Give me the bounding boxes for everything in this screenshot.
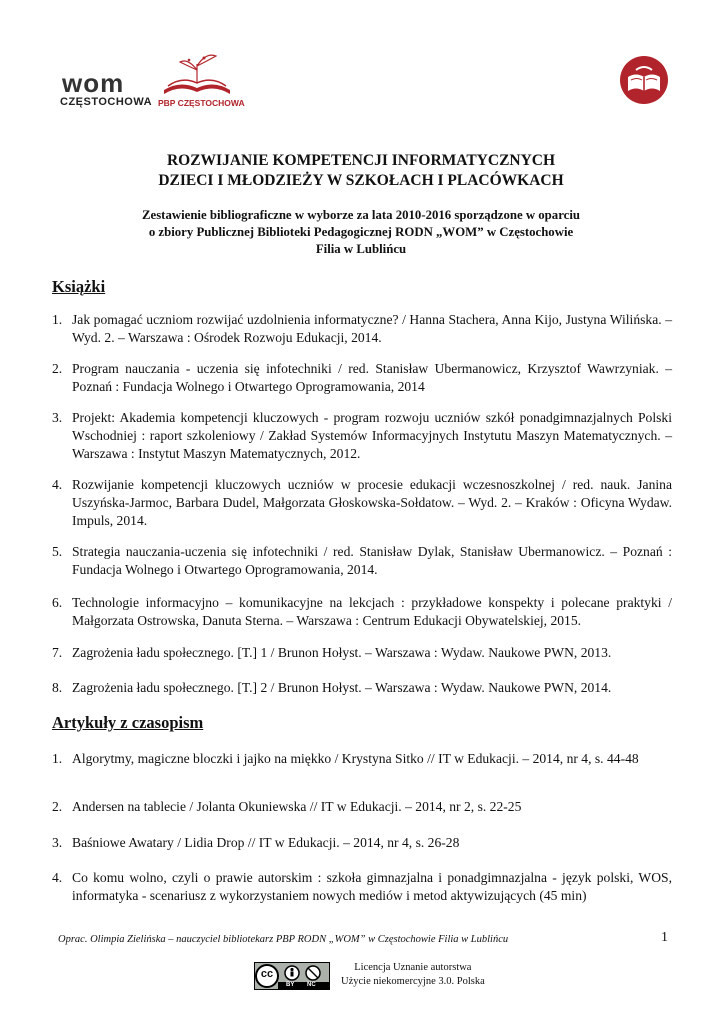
item-number: 8. xyxy=(52,680,63,695)
list-item xyxy=(52,834,672,852)
item-text: Projekt: Akademia kompetencji kluczowych - program rozwoju uczniów szkół ponadgimnazjalnych Polski Wschodniej : raport szkoleniowy / Zakład Systemów Informacyjnych Instytutu Maszyn Matematycznych. – Warszawa : Instytut Maszyn Matematycznych, 2012. xyxy=(72,410,672,461)
list-item xyxy=(52,360,672,396)
item-text: Jak pomagać uczniom rozwijać uzdolnienia informatyczne? / Hanna Stachera, Anna Kijo, Justyna Wilińska. – Wyd. 2. – Warszawa : Ośrodek Rozwoju Edukacji, 2014. xyxy=(72,312,672,345)
library-logo xyxy=(619,55,669,105)
item-number: 7. xyxy=(52,645,63,660)
item-number: 2. xyxy=(52,361,63,376)
item-number: 6. xyxy=(52,595,63,610)
item-text: Baśniowe Awatary / Lidia Drop // IT w Edukacji. – 2014, nr 4, s. 26-28 xyxy=(72,835,460,850)
subtitle-line-2: o zbiory Publicznej Biblioteki Pedagogicznej RODN „WOM” w Częstochowie xyxy=(148,225,574,239)
list-item xyxy=(52,869,672,905)
pbp-logo xyxy=(158,50,245,112)
item-text: Program nauczania - uczenia się infotechniki / red. Stanisław Ubermanowicz, Krzysztof Wawrzyniak. – Poznań : Fundacja Wolnego i Otwartego Oprogramowania, 2014 xyxy=(72,361,672,394)
pbp-book-icon xyxy=(158,50,236,98)
item-text: Co komu wolno, czyli o prawie autorskim : szkoła gimnazjalna i ponadgimnazjalna - język polski, WOS, informatyka - scenariusz z wykorzystaniem nowych mediów i metod aktywizujących (45 min) xyxy=(72,870,672,903)
item-text: Andersen na tablecie / Jolanta Okuniewska // IT w Edukacji. – 2014, nr 2, s. 22-25 xyxy=(72,799,522,814)
item-text: Zagrożenia ładu społecznego. [T.] 2 / Brunon Hołyst. – Warszawa : Wydaw. Naukowe PWN, 2014. xyxy=(72,680,612,695)
item-number: 3. xyxy=(52,410,63,425)
item-number: 1. xyxy=(52,312,63,327)
document-subtitle xyxy=(0,207,722,258)
title-line-2: DZIECI I MŁODZIEŻY W SZKOŁACH I PLACÓWKACH xyxy=(158,172,564,189)
title-line-1: ROZWIJANIE KOMPETENCJI INFORMATYCZNYCH xyxy=(166,152,556,169)
list-item xyxy=(52,644,672,662)
wom-logo-subtitle: CZĘSTOCHOWA xyxy=(60,96,153,108)
list-item xyxy=(52,476,672,530)
item-text: Technologie informacyjno – komunikacyjne na lekcjach : przykładowe konspekty i polecane praktyki / Małgorzata Ostrowska, Danuta Sterna. – Warszawa : Centrum Edukacji Obywatelskiej, 2015. xyxy=(72,595,672,628)
cc-label: cc xyxy=(260,968,274,980)
open-book-icon xyxy=(619,55,669,105)
item-number: 5. xyxy=(52,544,63,559)
list-item xyxy=(52,409,672,463)
item-text: Zagrożenia ładu społecznego. [T.] 1 / Brunon Hołyst. – Warszawa : Wydaw. Naukowe PWN, 2013. xyxy=(72,645,612,660)
articles-heading: Artykuły z czasopism xyxy=(52,713,204,732)
footer-credit: Oprac. Olimpia Zielińska – nauczyciel bibliotekarz PBP RODN „WOM” w Częstochowie Filia w Lublińcu xyxy=(58,934,509,945)
nc-label: NC xyxy=(307,982,316,988)
item-text: Strategia nauczania-uczenia się infotechniki / red. Stanisław Dylak, Stanisław Ubermanowicz. – Poznań : Fundacja Wolnego i Otwartego Oprogramowania, 2014. xyxy=(72,544,672,577)
list-item xyxy=(52,543,672,579)
item-number: 4. xyxy=(52,870,63,885)
list-item xyxy=(52,311,672,347)
item-text: Algorytmy, magiczne bloczki i jajko na miękko / Krystyna Sitko // IT w Edukacji. – 2014, nr 4, s. 44-48 xyxy=(72,751,639,766)
by-label: BY xyxy=(286,982,295,988)
subtitle-line-1: Zestawienie bibliograficzne w wyborze za lata 2010-2016 sporządzone w oparciu xyxy=(141,208,580,222)
item-number: 4. xyxy=(52,477,63,492)
list-item xyxy=(52,594,672,630)
wom-logo-text: wom xyxy=(62,68,125,98)
item-text: Rozwijanie kompetencji kluczowych uczniów w procesie edukacji wczesnoszkolnej / red. nauk. Janina Uszyńska-Jarmoc, Barbara Dudel, Małgorzata Głoskowska-Sołdatow. – Wyd. 2. – Kraków : Oficyna Wydaw. Impuls, 2014. xyxy=(72,477,672,528)
item-number: 3. xyxy=(52,835,63,850)
subtitle-line-3: Filia w Lublińcu xyxy=(315,242,407,256)
list-item xyxy=(52,750,672,768)
pbp-logo-text: PBP CZĘSTOCHOWA xyxy=(158,98,245,108)
item-number: 1. xyxy=(52,751,63,766)
list-item xyxy=(52,798,672,816)
list-item xyxy=(52,679,672,697)
item-number: 2. xyxy=(52,799,63,814)
license-text xyxy=(341,961,485,989)
cc-license-badge xyxy=(254,962,330,990)
books-heading: Książki xyxy=(52,277,106,296)
license-line-2: Użycie niekomercyjne 3.0. Polska xyxy=(341,976,485,987)
page-number: 1 xyxy=(661,930,668,945)
license-line-1: Licencja Uznanie autorstwa xyxy=(354,962,472,973)
wom-logo xyxy=(60,68,152,112)
document-title xyxy=(0,151,722,191)
